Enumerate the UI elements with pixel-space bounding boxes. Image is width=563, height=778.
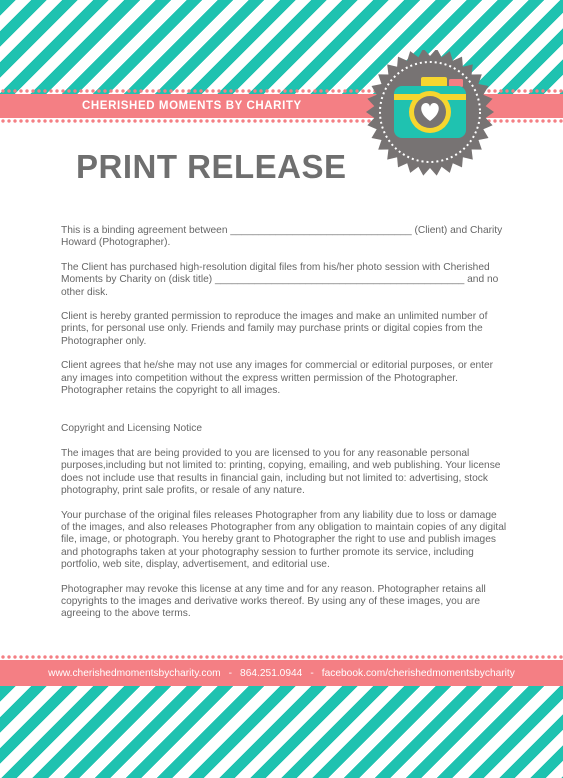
footer-phone[interactable]: 864.251.0944 <box>240 668 303 679</box>
footer-contact <box>0 660 563 688</box>
footer-separator: - <box>310 668 314 679</box>
license-paragraph: Your purchase of the original files releases Photographer from any liability due to loss or damage of the images, and also releases Photographer from any obligation to maintain copies of any digital file, image, or photograph. You hereby grant to Photographer the right to use and publish images and photographs taken at your photography session to further promote its service, including portfolio, web site, display, advertisement, and editorial use. <box>61 509 507 571</box>
footer-facebook[interactable]: facebook.com/cherishedmomentsbycharity <box>321 668 515 679</box>
agreement-paragraph: The Client has purchased high-resolution digital files from his/her photo session with Cherished Moments by Charity on (disk title) ____________________________________________ and no other disk. <box>61 261 499 298</box>
camera-flash <box>449 79 463 87</box>
page-title: PRINT RELEASE <box>76 148 347 185</box>
section-heading: Copyright and Licensing Notice <box>61 423 203 435</box>
license-paragraph: Photographer may revoke this license at any time and for any reason. Photographer retains all copyrights to the images and derivative works thereof. By using any of these images, you are agreeing to the above terms. <box>61 583 486 620</box>
camera-top <box>421 77 447 87</box>
license-paragraph: The images that are being provided to you are licensed to you for any reasonable personal purposes,including but not limited to: printing, copying, emailing, and web publishing. Your license does not include use that results in financial gain, including but not limited to: advertising, stock photography, print sale profits, or resale of any nature. <box>61 447 501 497</box>
agreement-paragraph: This is a binding agreement between ________________________________ (Client) and Charity Howard (Photographer). <box>61 225 503 249</box>
agreement-paragraph: Client agrees that he/she may not use any images for commercial or editorial purposes, or enter any images into competition without the express written permission of the Photographer. Photographer retains the copyright to all images. <box>61 360 494 397</box>
agreement-body <box>61 225 507 633</box>
brand-name: CHERISHED MOMENTS BY CHARITY <box>82 100 302 112</box>
agreement-paragraph: Client is hereby granted permission to reproduce the images and make an unlimited number of prints, for personal use only. Friends and family may purchase prints or digital copies from the Photographer only. <box>61 311 488 347</box>
footer-website[interactable]: www.cherishedmomentsbycharity.com <box>48 668 221 679</box>
camera-heart-icon <box>360 50 500 182</box>
footer-separator: - <box>228 668 233 679</box>
bottom-stripe-pattern <box>0 686 563 778</box>
